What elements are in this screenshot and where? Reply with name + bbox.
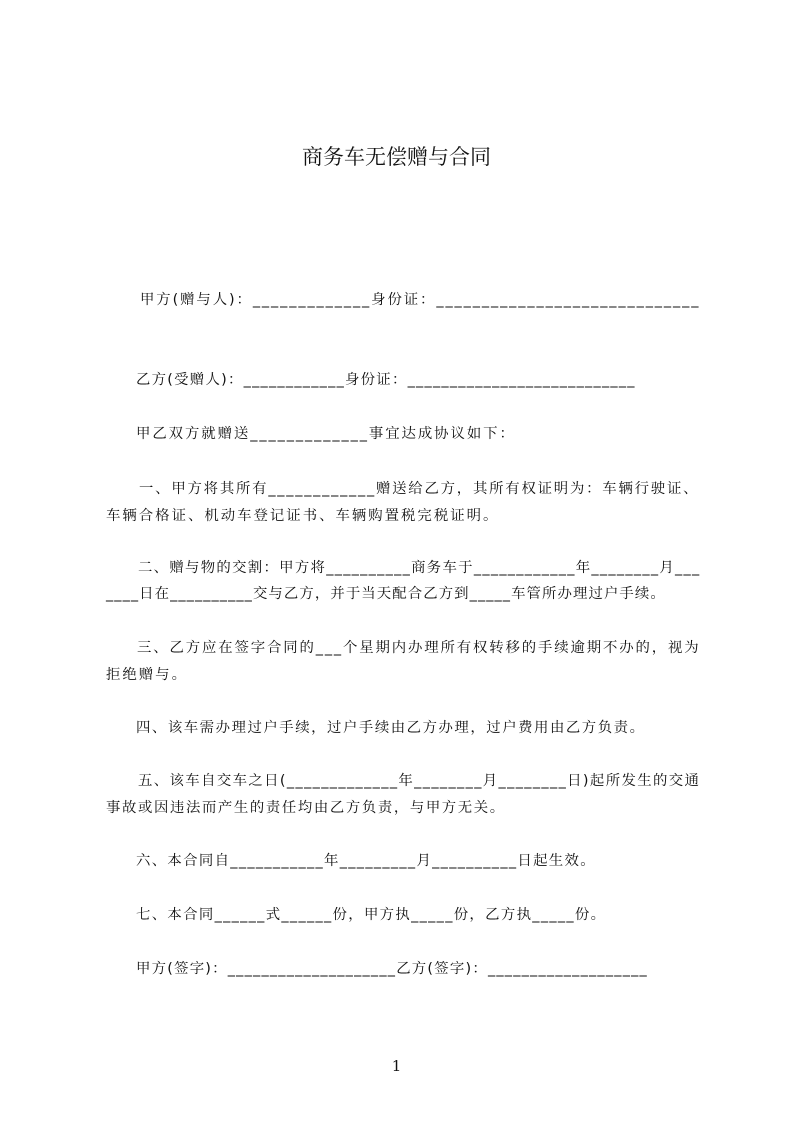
clause-5-line-1: 五、该车自交车之日(_____________年________月________日)起所发生的交通 — [138, 773, 701, 789]
signature-line: 甲方(签字)：____________________乙方(签字)：___________________ — [136, 961, 648, 977]
clause-1-line-1: 一、甲方将其所有____________赠送给乙方，其所有权证明为：车辆行驶证、 — [139, 481, 700, 497]
clause-7: 七、本合同______式______份，甲方执_____份，乙方执_____份。 — [136, 907, 607, 923]
agreement-intro: 甲乙双方就赠送_____________事宜达成协议如下： — [136, 426, 516, 442]
clause-1-line-2: 车辆合格证、机动车登记证书、车辆购置税完税证明。 — [106, 508, 500, 524]
party-a-line: 甲方(赠与人)：_____________身份证：_____________________________ — [140, 292, 701, 308]
document-title: 商务车无偿赠与合同 — [302, 145, 491, 169]
party-b-line: 乙方(受赠人)：____________身份证：___________________________ — [136, 372, 636, 388]
clause-3-line-1: 三、乙方应在签字合同的___个星期内办理所有权转移的手续逾期不办的，视为 — [137, 640, 701, 656]
clause-6: 六、本合同自___________年_________月__________日起生效。 — [136, 853, 596, 869]
clause-2-line-2: ____日在__________交与乙方，并于当天配合乙方到_____车管所办理过户手续。 — [106, 586, 666, 602]
clause-3-line-2: 拒绝赠与。 — [106, 667, 188, 683]
clause-2-line-1: 二、赠与物的交割：甲方将__________商务车于____________年________月___ — [138, 560, 701, 576]
clause-4: 四、该车需办理过户手续，过户手续由乙方办理，过户费用由乙方负责。 — [136, 720, 646, 736]
clause-5-line-2: 事故或因违法而产生的责任均由乙方负责，与甲方无关。 — [106, 800, 506, 816]
page-number: 1 — [391, 1057, 402, 1075]
